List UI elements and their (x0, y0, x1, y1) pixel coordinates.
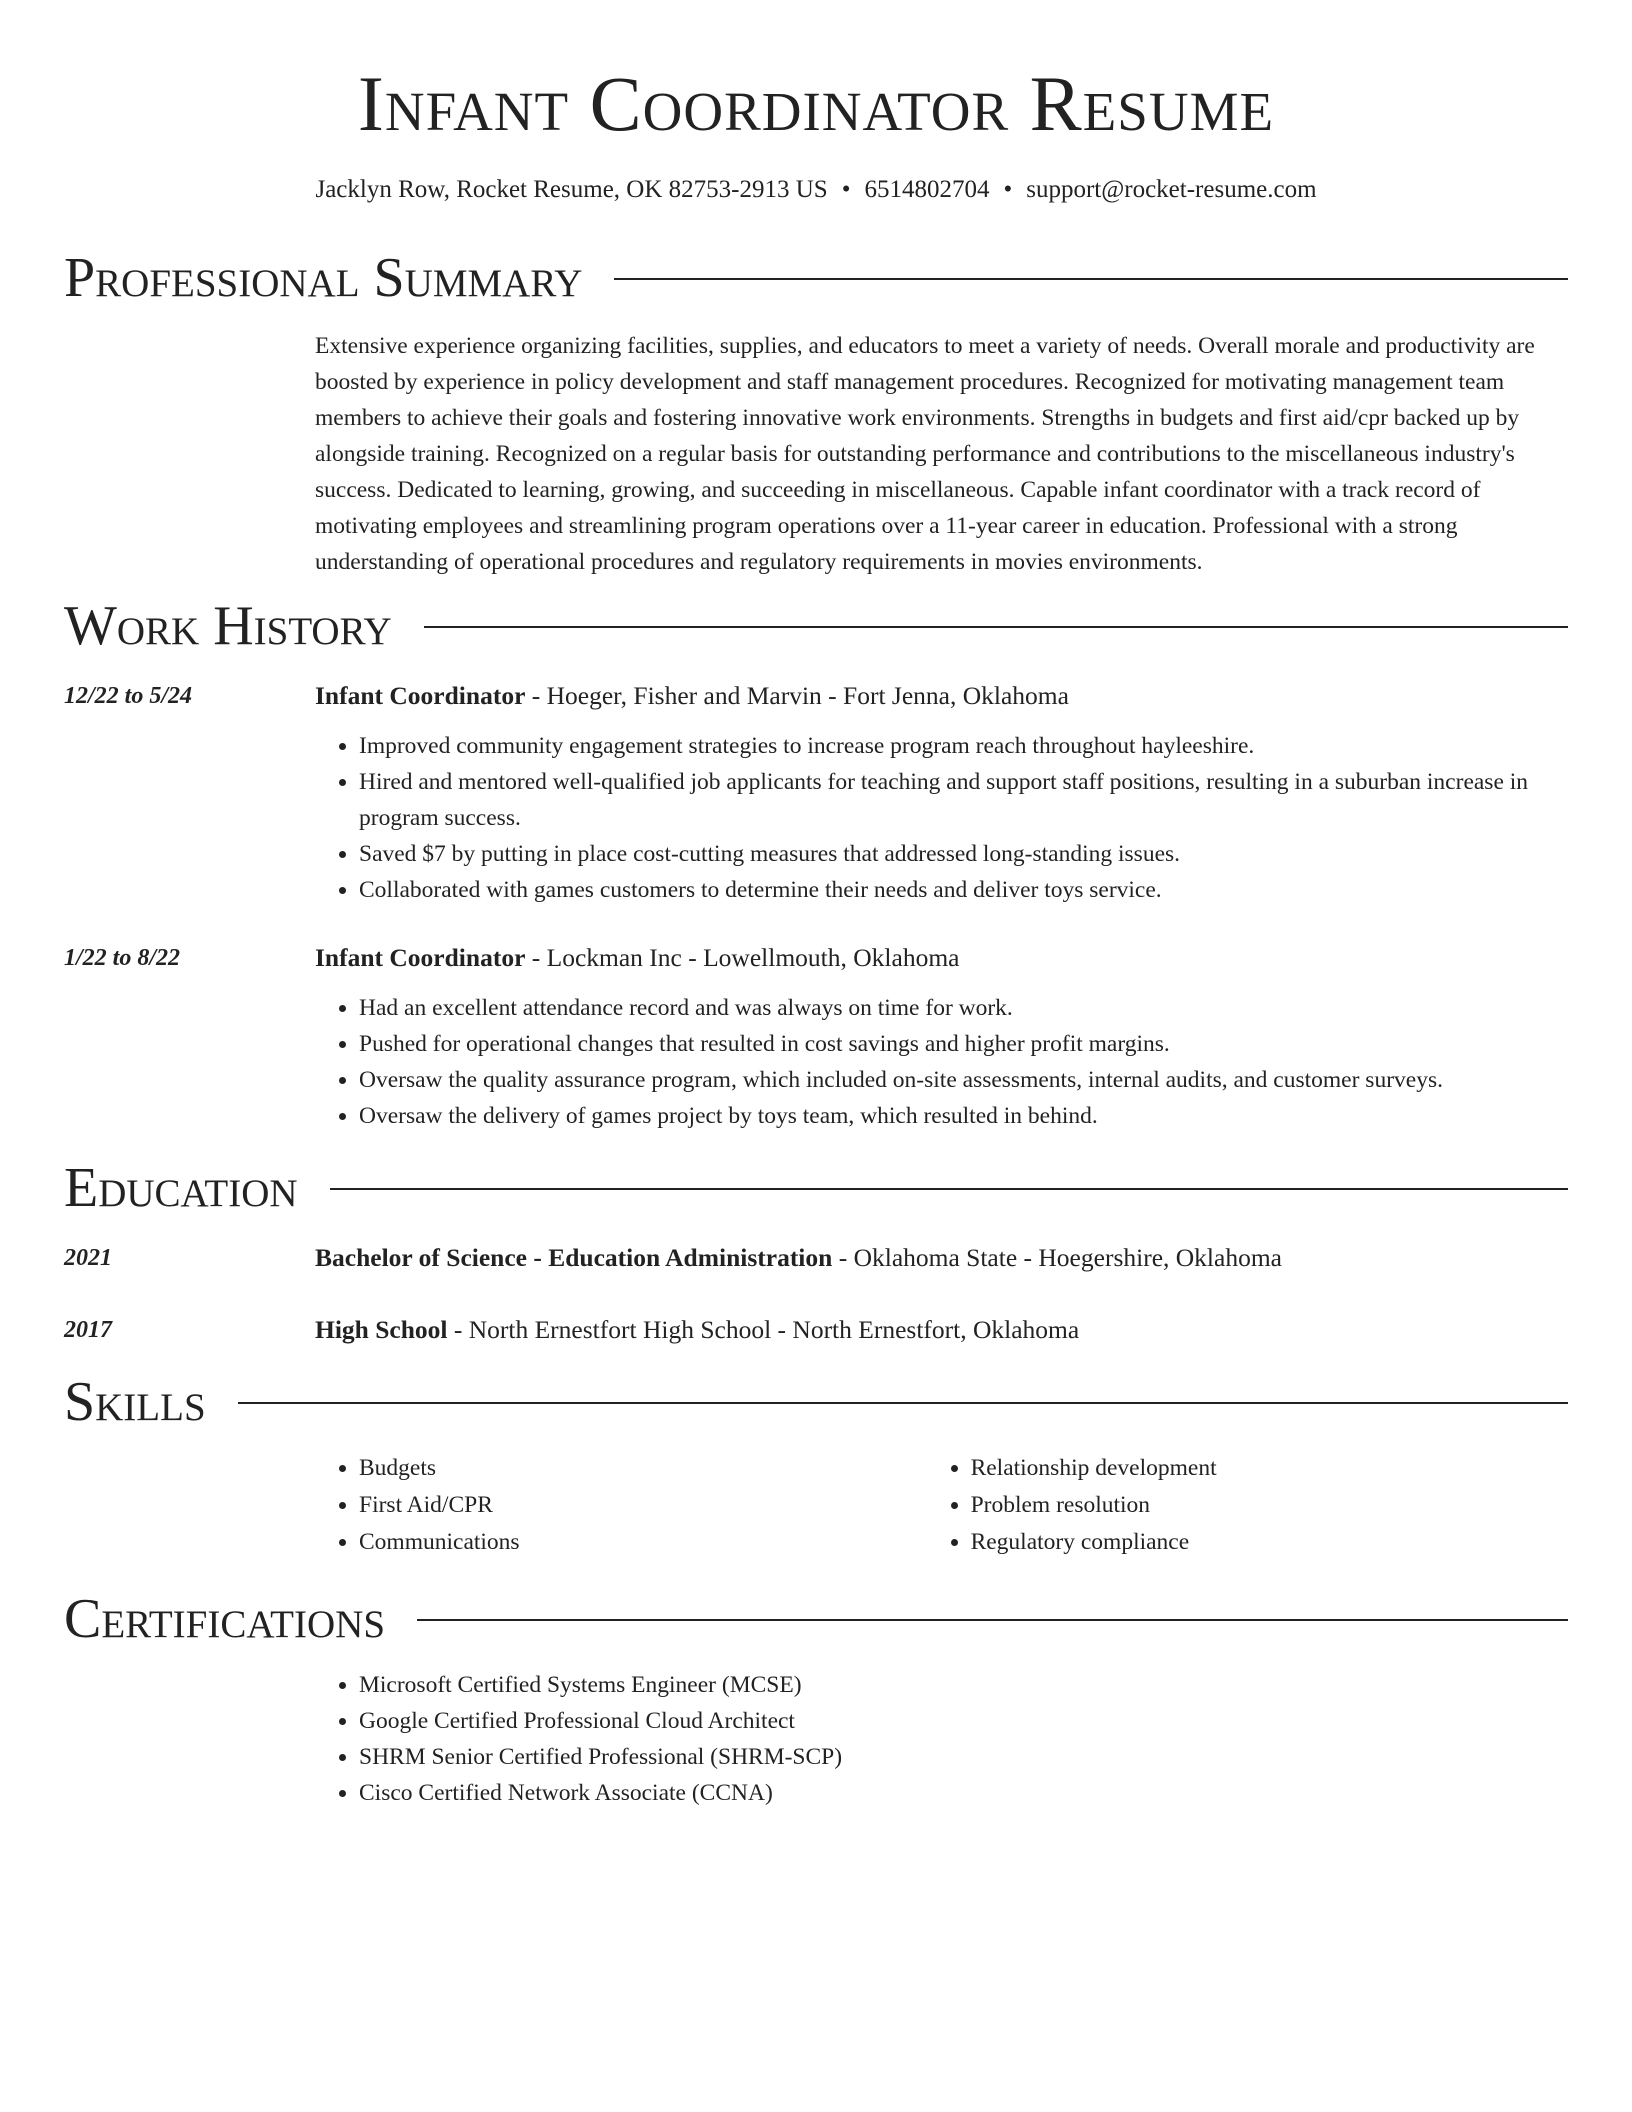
contact-separator: • (841, 176, 851, 203)
skills-section-header (64, 1370, 1568, 1434)
job-bullet: • Improved community engagement strategies to increase program reach throughout hayleeshire. (359, 728, 1568, 764)
summary-text: Extensive experience organizing facilities, supplies, and educators to meet a variety of needs. Overall morale and productivity are boosted by experience in policy development and staff management procedures. Recognized for motivating management team members to achieve their goals and fostering innovative work environments. Strengths in budgets and first aid/cpr backed up by alongside training. Recognized on a regular basis for outstanding performance and contributions to the miscellaneous industry's success. Dedicated to learning, growing, and succeeding in miscellaneous. Capable infant coordinator with a track record of motivating employees and streamlining program operations over a 11-year career in education. Professional with a strong understanding of operational procedures and regulatory requirements in movies environments. (315, 333, 1535, 575)
summary-heading: Professional Summary (64, 247, 583, 309)
certification-item: • Cisco Certified Network Associate (CCNA) (359, 1775, 1568, 1811)
contact-email: support@rocket-resume.com (1026, 176, 1317, 203)
skills-column-left (315, 1450, 927, 1561)
skill-item: • Problem resolution (971, 1487, 1568, 1524)
job-bullets (315, 728, 1568, 908)
job-bullet: • Pushed for operational changes that resulted in cost savings and higher profit margins. (359, 1026, 1568, 1062)
job-employer: - Lockman Inc - Lowellmouth, Oklahoma (525, 943, 960, 972)
education-year: 2021 (64, 1245, 112, 1271)
certifications-list (315, 1667, 1568, 1811)
skill-item: • Communications (359, 1524, 927, 1561)
skills-list (315, 1450, 1568, 1561)
job-bullet: • Hired and mentored well-qualified job applicants for teaching and support staff positions, resulting in a suburban increase in program success. (359, 764, 1568, 836)
certification-item: • Microsoft Certified Systems Engineer (MCSE) (359, 1667, 1568, 1703)
job-bullet: • Oversaw the delivery of games project by toys team, which resulted in behind. (359, 1098, 1568, 1134)
section-divider (238, 1402, 1568, 1404)
job-bullet: • Collaborated with games customers to determine their needs and deliver toys service. (359, 872, 1568, 908)
contact-phone: 6514802704 (864, 176, 990, 203)
job-title-line (315, 678, 1568, 714)
education-entry (64, 1240, 1568, 1276)
education-line (315, 1240, 1568, 1276)
skills-column-right (927, 1450, 1568, 1561)
contact-address: Jacklyn Row, Rocket Resume, OK 82753-2913 US (315, 176, 828, 203)
certifications-section-header (64, 1587, 1568, 1651)
section-divider (417, 1619, 1568, 1621)
resume-page (64, 0, 1568, 1811)
job-employer: - Hoeger, Fisher and Marvin - Fort Jenna, Oklahoma (525, 681, 1069, 710)
education-degree: High School (315, 1315, 448, 1344)
skill-item: • Regulatory compliance (971, 1524, 1568, 1561)
certifications-heading: Certifications (64, 1588, 386, 1650)
education-school: - North Ernestfort High School - North Ernestfort, Oklahoma (447, 1315, 1080, 1344)
work-history-heading: Work History (64, 595, 392, 657)
job-bullets (315, 990, 1568, 1134)
skill-item: • Relationship development (971, 1450, 1568, 1487)
work-history-section-header (64, 594, 1568, 658)
job-title-line (315, 940, 1568, 976)
job-date: 1/22 to 8/22 (64, 945, 181, 971)
certification-item: • SHRM Senior Certified Professional (SHRM-SCP) (359, 1739, 1568, 1775)
section-divider (330, 1188, 1568, 1190)
section-divider (424, 626, 1568, 628)
job-entry (64, 940, 1568, 1134)
job-bullet: • Saved $7 by putting in place cost-cutting measures that addressed long-standing issues. (359, 836, 1568, 872)
education-heading: Education (64, 1157, 298, 1219)
skills-heading: Skills (64, 1371, 206, 1433)
job-bullet: • Had an excellent attendance record and was always on time for work. (359, 990, 1568, 1026)
summary-section-header (64, 246, 1568, 310)
education-degree: Bachelor of Science - Education Administration (315, 1243, 833, 1272)
job-entry (64, 678, 1568, 908)
skill-item: • First Aid/CPR (359, 1487, 927, 1524)
job-title: Infant Coordinator (315, 681, 526, 710)
education-line (315, 1312, 1568, 1348)
section-divider (614, 278, 1568, 280)
job-bullet: • Oversaw the quality assurance program, which included on-site assessments, internal audits, and customer surveys. (359, 1062, 1568, 1098)
education-section-header (64, 1156, 1568, 1220)
education-entry (64, 1312, 1568, 1348)
certification-item: • Google Certified Professional Cloud Architect (359, 1703, 1568, 1739)
job-title: Infant Coordinator (315, 943, 526, 972)
contact-separator: • (1003, 176, 1013, 203)
job-date: 12/22 to 5/24 (64, 683, 193, 709)
contact-line (64, 174, 1568, 206)
education-school: - Oklahoma State - Hoegershire, Oklahoma (832, 1243, 1282, 1272)
skill-item: • Budgets (359, 1450, 927, 1487)
resume-title: Infant Coordinator Resume (357, 60, 1275, 147)
education-year: 2017 (64, 1317, 112, 1343)
